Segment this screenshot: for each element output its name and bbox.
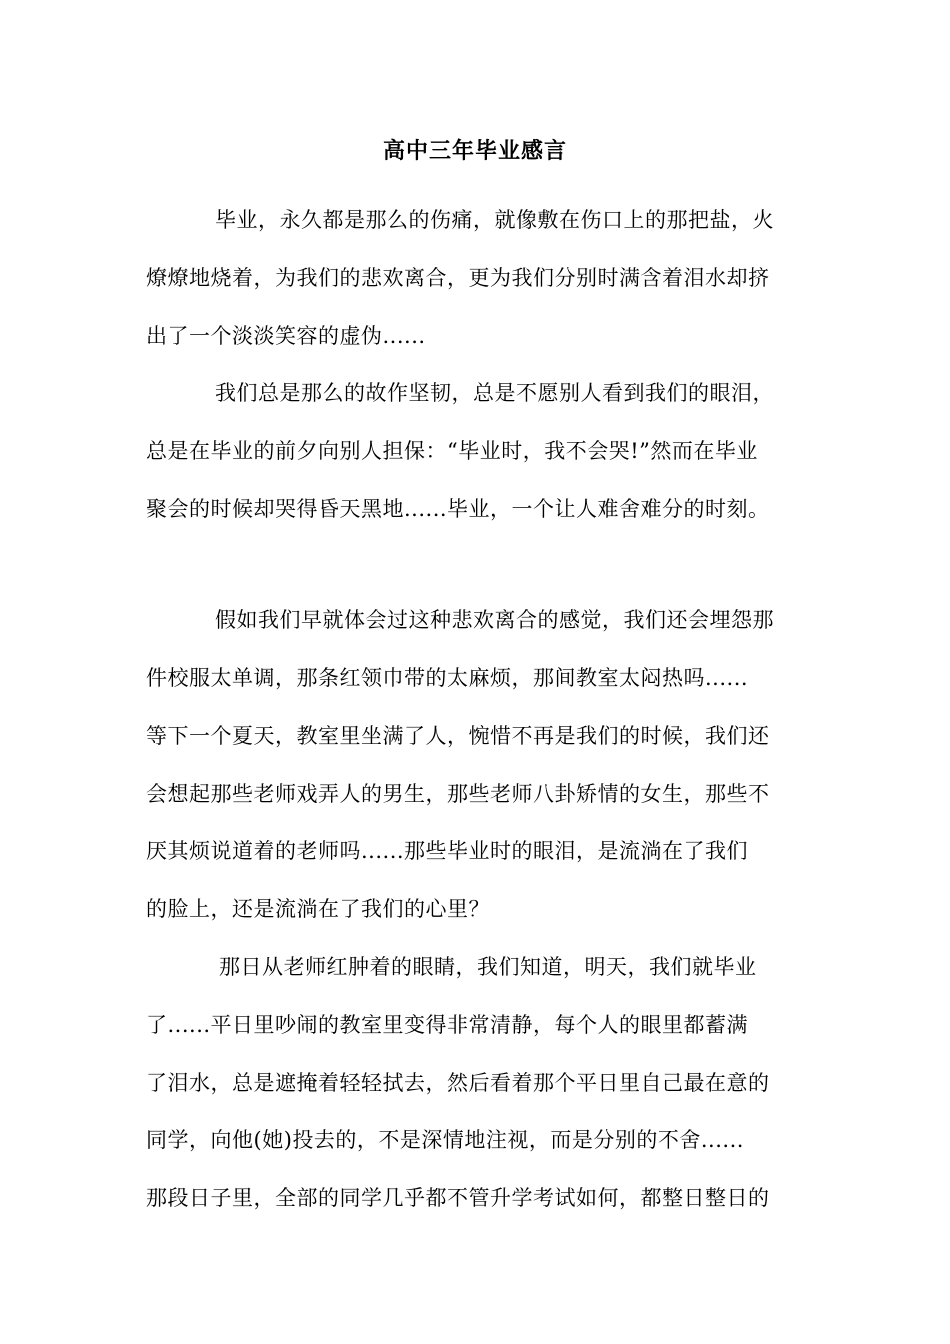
- paragraph-line: 的脸上，还是流淌在了我们的心里？: [146, 897, 490, 921]
- paragraph-line: 我们总是那么的故作坚韧，总是不愿别人看到我们的眼泪，: [215, 381, 774, 405]
- paragraph-line: 假如我们早就体会过这种悲欢离合的感觉，我们还会埋怨那: [215, 608, 774, 632]
- document-title: 高中三年毕业感言: [382, 139, 567, 164]
- paragraph-line: 那段日子里，全部的同学几乎都不管升学考试如何，都整日整日的: [146, 1186, 770, 1210]
- paragraph-line: 那日从老师红肿着的眼睛，我们知道，明天，我们就毕业: [219, 955, 757, 979]
- paragraph-line: 厌其烦说道着的老师吗......那些毕业时的眼泪，是流淌在了我们: [146, 839, 749, 863]
- paragraph-line: 了泪水，总是遮掩着轻轻拭去，然后看着那个平日里自己最在意的: [146, 1071, 770, 1095]
- paragraph-line: 了......平日里吵闹的教室里变得非常清静，每个人的眼里都蓄满: [146, 1013, 749, 1037]
- paragraph-line: 会想起那些老师戏弄人的男生，那些老师八卦矫情的女生，那些不: [146, 782, 770, 806]
- paragraph-line: 等下一个夏天，教室里坐满了人，惋惜不再是我们的时候，我们还: [146, 724, 770, 748]
- paragraph-line: 总是在毕业的前夕向别人担保：“毕业时，我不会哭!”然而在毕业: [146, 439, 758, 463]
- paragraph-line: 件校服太单调，那条红领巾带的太麻烦，那间教室太闷热吗......: [146, 666, 749, 690]
- paragraph-line: 聚会的时候却哭得昏天黑地......毕业，一个让人难舍难分的时刻。: [146, 497, 770, 521]
- paragraph-line: 毕业，永久都是那么的伤痛，就像敷在伤口上的那把盐，火: [215, 208, 774, 232]
- paragraph-line: 燎燎地烧着，为我们的悲欢离合，更为我们分别时满含着泪水却挤: [146, 266, 770, 290]
- paragraph-line: 同学，向他(她)投去的，不是深情地注视，而是分别的不舍......: [146, 1128, 744, 1152]
- paragraph-line: 出了一个淡淡笑容的虚伪......: [146, 324, 426, 348]
